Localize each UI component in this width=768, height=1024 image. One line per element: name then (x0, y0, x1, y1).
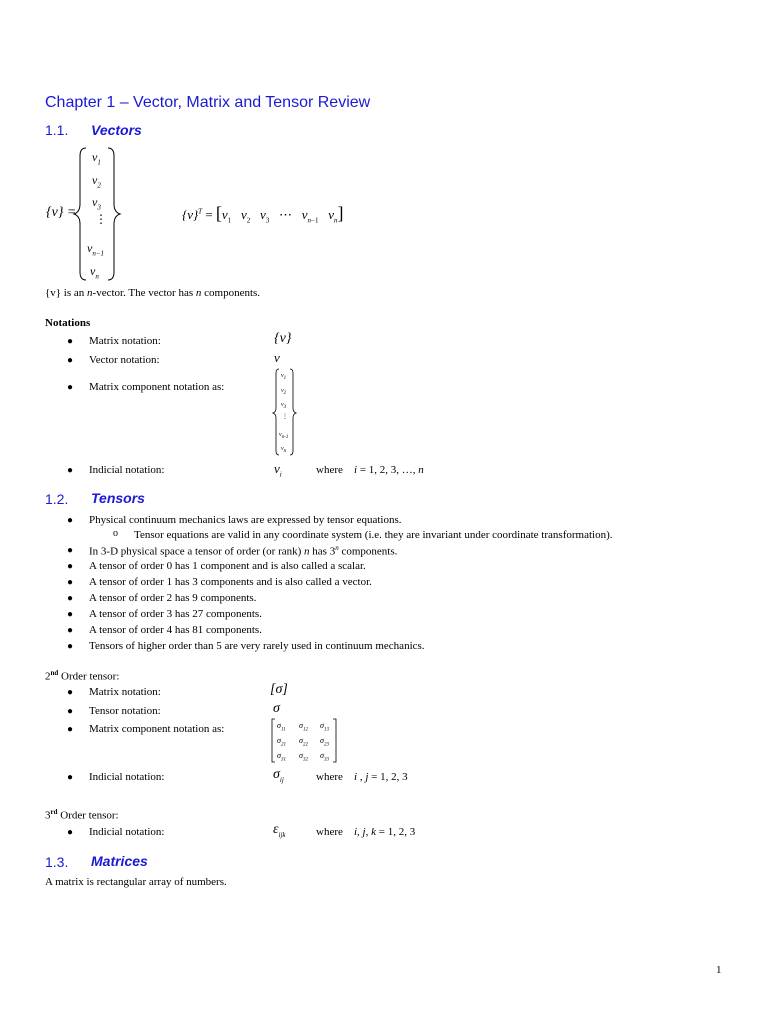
bullet-icon: ● (67, 382, 74, 393)
section-number-matrices: 1.3. (45, 854, 69, 870)
tensor-bullet-text: A tensor of order 1 has 3 components and is also called a vector. (89, 576, 372, 588)
vector-lhs: {v} = (46, 205, 77, 220)
sigma-element: $\sigma_{11}$ (277, 721, 286, 733)
chapter-title: Chapter 1 – Vector, Matrix and Tensor Review (45, 94, 371, 111)
tensor-sub-bullet-text: Tensor equations are valid in any coordinate system (i.e. they are invariant under coordinate transformation). (134, 529, 613, 541)
notation-symbol-indicial: $v_i$ (274, 461, 282, 479)
sigma-element: $\sigma_{33}$ (320, 751, 329, 763)
second-order-symbol-tensor: σ (273, 701, 280, 716)
sub-bullet-icon: o (113, 528, 118, 539)
bullet-icon: ● (67, 465, 74, 476)
third-order-symbol-indicial: $\varepsilon_{ijk}$ (273, 822, 286, 839)
bullet-icon: ● (67, 706, 74, 717)
sigma-element: $\sigma_{31}$ (277, 751, 286, 763)
tensor-bullet-text: Physical continuum mechanics laws are expressed by tensor equations. (89, 514, 402, 526)
tensor-bullet-text: A tensor of order 3 has 27 components. (89, 608, 262, 620)
sigma-element: $\sigma_{21}$ (277, 736, 286, 748)
vector-component-vdots: ⋮ (95, 212, 107, 226)
notations-heading: Notations (45, 317, 91, 329)
section-title-tensors: Tensors (91, 490, 145, 506)
vector-transpose-equation: $\{v\}^T = [v_1$ $v_2$ $v_3$ ⋯ $v_{n-1}$ $v_n$] (182, 203, 344, 225)
sigma-element: $\sigma_{13}$ (320, 721, 329, 733)
small-vector-v1: $v_1$ (281, 373, 287, 382)
second-order-label: Matrix notation: (89, 686, 161, 698)
notation-label: Indicial notation: (89, 464, 165, 476)
tensor-bullet-text: Tensors of higher order than 5 are very rarely used in continuum mechanics. (89, 640, 425, 652)
bullet-icon: ● (67, 641, 74, 652)
bullet-icon: ● (67, 827, 74, 838)
notation-symbol-matrix: {v} (274, 331, 292, 346)
bullet-icon: ● (67, 561, 74, 572)
second-order-label: Indicial notation: (89, 771, 165, 783)
second-order-symbol-matrix: [σ] (270, 682, 288, 697)
page-number: 1 (716, 964, 722, 976)
vector-component-v3: $v_3$ (92, 195, 101, 212)
tensor-bullet-text: A tensor of order 0 has 1 component and is also called a scalar. (89, 560, 366, 572)
sigma-element: $\sigma_{32}$ (299, 751, 308, 763)
small-vector-vdots: ⋮ (282, 414, 288, 420)
notation-where: where (316, 464, 343, 476)
section-title-matrices: Matrices (91, 853, 148, 869)
sigma-element: $\sigma_{23}$ (320, 736, 329, 748)
bullet-icon: ● (67, 625, 74, 636)
bullet-icon: ● (67, 593, 74, 604)
vector-component-vn: $v_n$ (90, 264, 99, 281)
bullet-icon: ● (67, 515, 74, 526)
sigma-element: $\sigma_{22}$ (299, 736, 308, 748)
second-order-label: Matrix component notation as: (89, 723, 225, 735)
bullet-icon: ● (67, 336, 74, 347)
second-order-range: i , j = 1, 2, 3 (354, 771, 408, 783)
matrices-definition: A matrix is rectangular array of numbers. (45, 876, 227, 888)
vector-component-vn-1: $v_{n-1}$ (87, 241, 105, 258)
section-number-tensors: 1.2. (45, 491, 69, 507)
vector-description: {v} is an n-vector. The vector has n components. (45, 287, 261, 299)
notation-label: Vector notation: (89, 354, 160, 366)
vector-column-braces (78, 146, 138, 286)
notation-label: Matrix component notation as: (89, 381, 225, 393)
vector-component-v1: $v_1$ (92, 150, 101, 167)
notation-symbol-vector: v⃗ (274, 350, 290, 365)
second-order-label: Tensor notation: (89, 705, 161, 717)
vector-component-v2: $v_2$ (92, 173, 101, 190)
section-title-vectors: Vectors (91, 122, 142, 138)
second-order-where: where (316, 771, 343, 783)
second-order-symbol-indicial: $\sigma_{ij}$ (273, 767, 284, 784)
third-order-where: where (316, 826, 343, 838)
small-vector-vn-1: $v_{n-1}$ (279, 432, 289, 441)
third-order-range: i, j, k = 1, 2, 3 (354, 826, 416, 838)
small-vector-braces (274, 368, 304, 458)
bullet-icon: ● (67, 772, 74, 783)
small-vector-vn: $v_n$ (281, 446, 287, 455)
bullet-icon: ● (67, 609, 74, 620)
tensor-bullet-text: A tensor of order 2 has 9 components. (89, 592, 257, 604)
small-vector-v3: $v_3$ (281, 402, 287, 411)
tensor-bullet-text: A tensor of order 4 has 81 components. (89, 624, 262, 636)
bullet-icon: ● (67, 545, 74, 556)
bullet-icon: ● (67, 687, 74, 698)
bullet-icon: ● (67, 577, 74, 588)
third-order-label: Indicial notation: (89, 826, 165, 838)
notation-label: Matrix notation: (89, 335, 161, 347)
notation-range: i = 1, 2, 3, …, n (354, 464, 424, 476)
second-order-heading: 2nd Order tensor: (45, 669, 120, 683)
tensor-bullet-text: In 3-D physical space a tensor of order (or rank) n has 3$^n$ components. (89, 544, 398, 558)
small-vector-v2: $v_2$ (281, 388, 287, 397)
section-number-vectors: 1.1. (45, 122, 69, 138)
third-order-heading: 3rd Order tensor: (45, 808, 119, 822)
bullet-icon: ● (67, 724, 74, 735)
sigma-element: $\sigma_{12}$ (299, 721, 308, 733)
bullet-icon: ● (67, 355, 74, 366)
